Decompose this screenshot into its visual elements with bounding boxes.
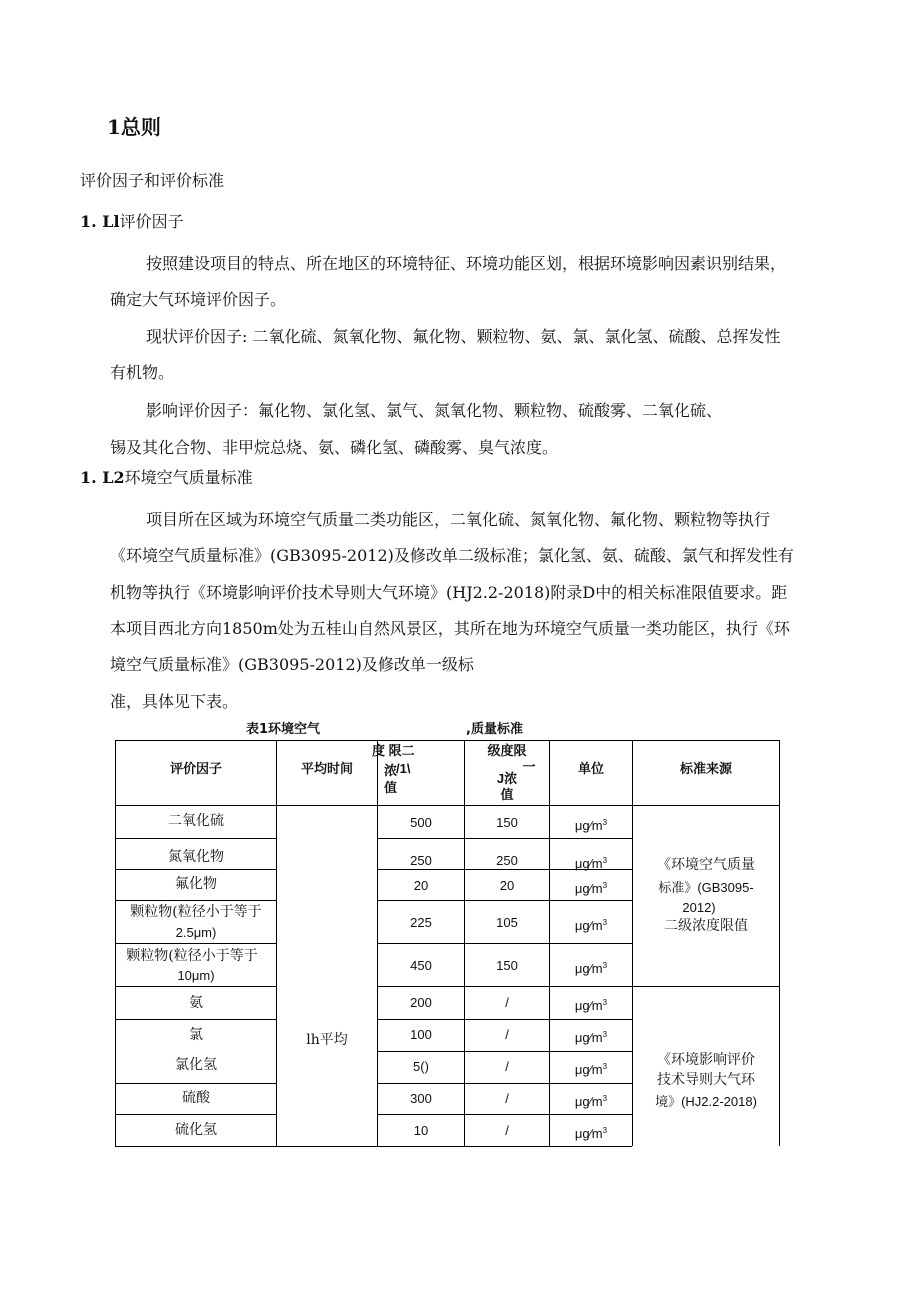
value-cell: 105 [496,915,518,930]
unit-exponent: 3 [602,818,608,827]
factor-cell-line-2: 10μm) [177,968,215,983]
header-col4-line-1: 级度限 [487,743,527,758]
value-cell: 20 [499,878,515,893]
unit-cell [550,914,632,934]
factor-cell-line-1: 颗粒物(粒径小于等于 [126,948,258,964]
unit-exponent: 3 [602,918,608,927]
header-col4-dash: 一 [522,759,536,774]
value-cell: 200 [410,995,432,1010]
unit-text: μg∕m [574,1094,603,1109]
period-cell: lh平均 [306,1032,348,1048]
header-unit: 单位 [577,761,604,776]
value-cell: 225 [410,915,432,930]
header-col3-line-1: 度 限二 [372,743,415,758]
unit-text: μg∕m [574,1126,603,1141]
header-col4-line-2: J浓 [496,771,518,786]
unit-text: μg∕m [574,818,603,833]
header-col3-line-2: /1\ [396,761,411,776]
table-caption-right: ,质量标准 [466,722,523,737]
subsection-2-number: 1. L2 [80,468,125,487]
unit-exponent: 3 [602,881,608,890]
unit-text: μg∕m [574,1030,603,1045]
subsection-1-title: 评价因子 [119,212,184,231]
unit-cell [550,1122,632,1142]
paragraph-4-line-2: 《环境空气质量标准》(GB3095-2012)及修改单二级标准；氯化氢、氨、硫酸、氯气和挥发性有 [110,546,794,565]
paragraph-2-line-1: 现状评价因子: 二氧化硫、氮氧化物、氟化物、颗粒物、氨、氯、氯化氢、硫酸、总挥发性 [146,327,781,346]
unit-text: μg∕m [574,918,603,933]
factor-cell: 二氧化硫 [168,813,224,829]
paragraph-2-line-2: 有机物。 [110,363,175,382]
unit-text: μg∕m [574,998,603,1013]
table-caption-left: 表1环境空气 [246,722,321,737]
source-2-line-1: 《环境影响评价 [657,1052,755,1068]
value-cell: / [505,1027,509,1042]
unit-cell [550,1090,632,1110]
header-col3-line-3: 浓 [384,763,398,778]
heading: 1总则 [107,115,161,139]
value-cell: 250 [496,853,518,868]
value-cell: / [505,1123,509,1138]
header-period: 平均时间 [300,761,353,776]
unit-exponent: 3 [602,961,608,970]
factor-cell-line-1: 颗粒物(粒径小于等于 [130,904,262,920]
source-1-line-3: 2012) [682,900,716,915]
value-cell: / [505,995,509,1010]
paragraph-4-line-6: 准，具体见下表。 [110,692,239,711]
header-col4-line-3: 值 [500,787,514,802]
factor-cell: 硫酸 [182,1090,210,1106]
unit-cell [550,877,632,897]
value-cell: 300 [410,1091,432,1106]
unit-cell [550,1058,632,1078]
unit-text: μg∕m [574,1062,603,1077]
value-cell: 250 [410,853,432,868]
unit-text: μg∕m [574,961,603,976]
factor-cell: 硫化氢 [175,1122,217,1138]
paragraph-4-line-5: 境空气质量标准》(GB3095-2012)及修改单一级标 [110,655,474,674]
factor-cell: 氮氧化物 [168,849,224,865]
paragraph-4-line-1: 项目所在区域为环境空气质量二类功能区，二氧化硫、氮氧化物、氟化物、颗粒物等执行 [146,510,771,529]
section-title: 评价因子和评价标准 [80,171,225,190]
value-cell: 20 [413,878,429,893]
value-cell: 500 [410,815,432,830]
value-cell: / [505,1091,509,1106]
value-cell: 450 [410,958,432,973]
paragraph-1-line-2: 确定大气环境评价因子。 [110,290,287,309]
source-1-line-2: 标准》(GB3095- [658,880,754,895]
source-2-line-2: 技术导则大气环 [657,1072,755,1088]
unit-cell [550,957,632,977]
paragraph-1-line-1: 按照建设项目的特点、所在地区的环境特征、环境功能区划，根据环境影响因素识别结果， [146,254,787,273]
paragraph-4-line-4: 本项目西北方向1850m处为五桂山自然风景区，其所在地为环境空气质量一类功能区，执行《环 [110,619,790,638]
unit-text: μg∕m [574,881,603,896]
source-1-line-4: 二级浓度限值 [664,918,748,934]
factor-cell: 氯 [189,1027,203,1043]
header-factor: 评价因子 [169,761,222,776]
header-source: 标准来源 [679,761,732,776]
factor-cell: 氨 [189,995,203,1011]
header-col3-line-4: 值 [384,780,398,795]
unit-exponent: 3 [602,998,608,1007]
unit-text: μg∕m [574,856,603,871]
unit-cell [550,994,632,1014]
unit-exponent: 3 [602,1094,608,1103]
factor-cell: 氟化物 [175,876,217,892]
subsection-1-number: 1. Ll [80,212,120,231]
source-1-line-1: 《环境空气质量 [657,857,755,873]
unit-exponent: 3 [602,1030,608,1039]
value-cell: 100 [410,1027,432,1042]
subsection-2-title: 环境空气质量标准 [124,468,253,487]
unit-cell [550,852,632,872]
value-cell: 10 [413,1123,429,1138]
unit-exponent: 3 [602,1126,608,1135]
value-cell: 5() [413,1059,429,1074]
unit-exponent: 3 [602,856,608,865]
paragraph-3-line-2: 锡及其化合物、非甲烷总烧、氨、磷化氢、磷酸雾、臭气浓度。 [110,438,559,457]
unit-cell [550,1026,632,1046]
unit-exponent: 3 [602,1062,608,1071]
value-cell: 150 [496,958,518,973]
unit-cell [550,814,632,834]
factor-cell: 氯化氢 [175,1057,217,1073]
value-cell: / [505,1059,509,1074]
source-2-line-3: 境》(HJ2.2-2018) [655,1094,757,1109]
factor-cell-line-2: 2.5μm) [175,925,217,940]
paragraph-3-line-1: 影响评价因子：氟化物、氯化氢、氯气、氮氧化物、颗粒物、硫酸雾、二氧化硫、 [146,401,723,420]
value-cell: 150 [496,815,518,830]
paragraph-4-line-3: 机物等执行《环境影响评价技术导则大气环境》(HJ2.2-2018)附录D中的相关标准限值要求。距 [110,583,788,602]
